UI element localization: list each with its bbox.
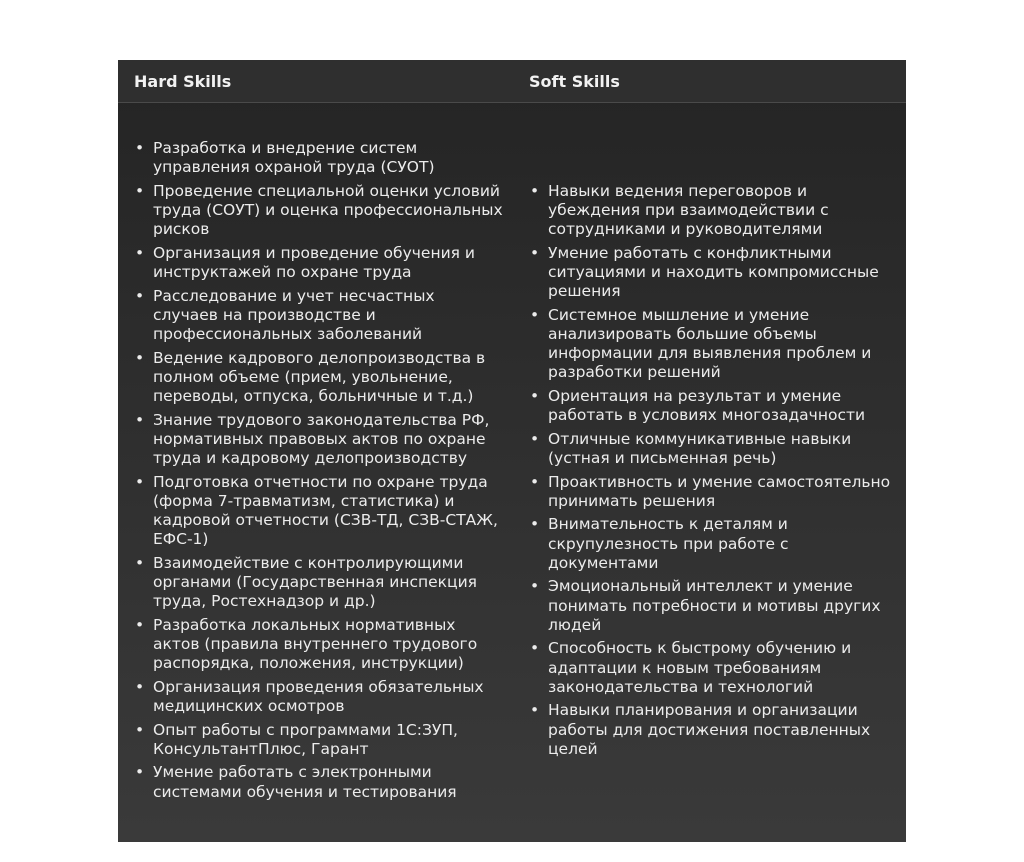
hard-skill-item: • Взаимодействие с контролирующими органами (Государственная инспекция труда, Ростехнадзор и др.) [134,554,503,612]
soft-skill-item: • Навыки ведения переговоров и убеждения при взаимодействии с сотрудниками и руководителями [529,182,894,240]
hard-skill-item: • Опыт работы с программами 1С:ЗУП, КонсультантПлюс, Гарант [134,721,503,759]
skills-table [118,60,906,842]
hard-skill-item: • Организация проведения обязательных медицинских осмотров [134,678,503,716]
hard-skill-item: • Подготовка отчетности по охране труда (форма 7-травматизм, статистика) и кадровой отчетности (СЗВ-ТД, СЗВ-СТАЖ, ЕФС-1) [134,473,503,550]
soft-skill-item: • Проактивность и умение самостоятельно принимать решения [529,473,894,511]
soft-skills-list [529,182,894,759]
hard-skill-item: • Разработка локальных нормативных актов (правила внутреннего трудового распорядка, положения, инструкции) [134,616,503,674]
hard-skill-item: • Организация и проведение обучения и инструктажей по охране труда [134,244,503,282]
soft-skill-item: • Системное мышление и умение анализировать большие объемы информации для выявления проблем и разработки решений [529,306,894,383]
soft-skill-item: • Умение работать с конфликтными ситуациями и находить компромиссные решения [529,244,894,302]
hard-skill-item: • Умение работать с электронными системами обучения и тестирования [134,763,503,801]
hard-skill-item: • Проведение специальной оценки условий труда (СОУТ) и оценка профессиональных рисков [134,182,503,240]
soft-skill-item: • Способность к быстрому обучению и адаптации к новым требованиям законодательства и технологий [529,639,894,697]
soft-skills-header: Soft Skills [529,72,620,91]
hard-skills-list [134,139,503,802]
hard-skills-cell [118,139,513,806]
soft-skill-item: • Эмоциональный интеллект и умение понимать потребности и мотивы других людей [529,577,894,635]
hard-skill-item: • Знание трудового законодательства РФ, нормативных правовых актов по охране труда и кадровому делопроизводству [134,411,503,469]
table-header-row [118,60,906,103]
hard-skills-header: Hard Skills [134,72,232,91]
soft-skill-item: • Ориентация на результат и умение работать в условиях многозадачности [529,387,894,425]
hard-skill-item: • Ведение кадрового делопроизводства в полном объеме (прием, увольнение, переводы, отпуска, больничные и т.д.) [134,349,503,407]
soft-skill-item: • Отличные коммуникативные навыки (устная и письменная речь) [529,430,894,468]
table-body-row [118,103,906,842]
hard-skill-item: • Расследование и учет несчастных случаев на производстве и профессиональных заболеваний [134,287,503,345]
soft-skill-item: • Внимательность к деталям и скрупулезность при работе с документами [529,515,894,573]
soft-skills-cell [513,182,906,764]
hard-skill-item: • Разработка и внедрение систем управления охраной труда (СУОТ) [134,139,503,177]
soft-skill-item: • Навыки планирования и организации работы для достижения поставленных целей [529,701,894,759]
